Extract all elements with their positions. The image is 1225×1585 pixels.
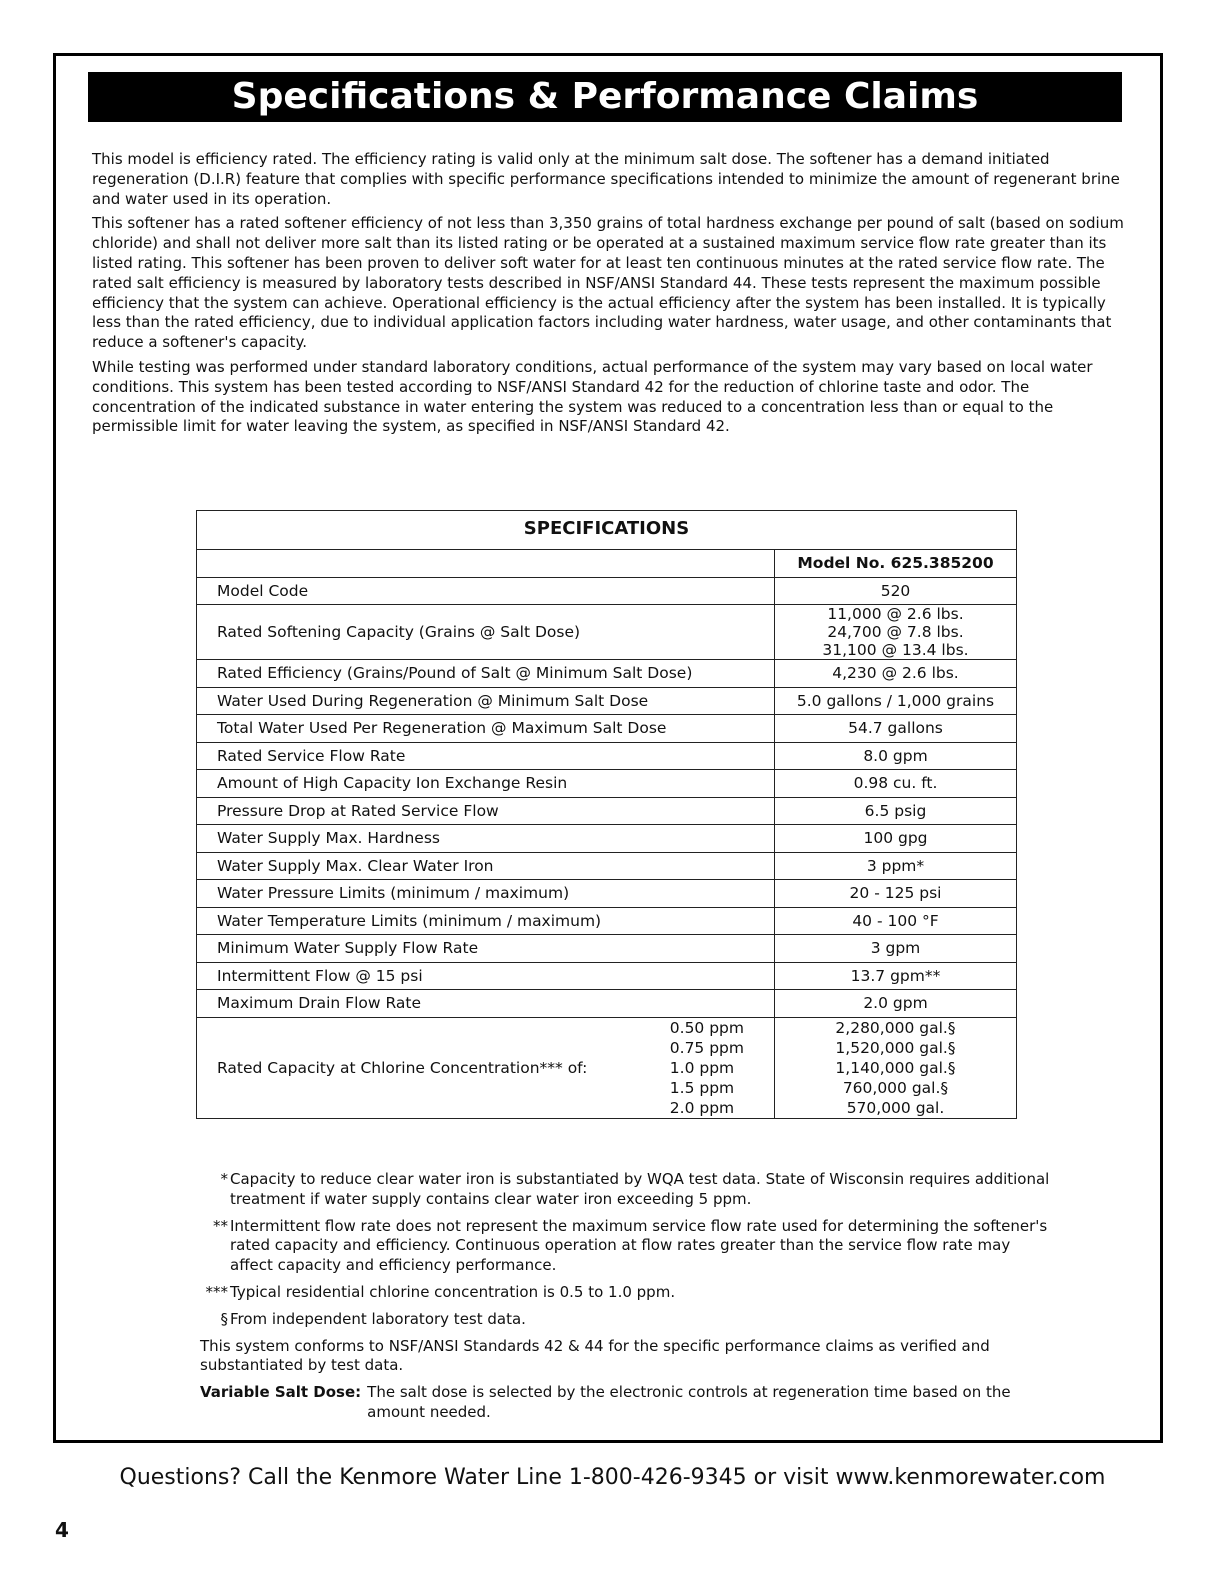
softening-value: 31,100 @ 13.4 lbs. — [822, 641, 969, 659]
row-value: 3 ppm* — [775, 852, 1017, 880]
footnote-marker: § — [220, 1309, 228, 1328]
ppm-value: 2.0 ppm — [669, 1098, 735, 1117]
variable-salt-label: Variable Salt Dose: — [200, 1383, 362, 1402]
chlorine-ppm-list — [670, 1018, 744, 1118]
row-label: Maximum Drain Flow Rate — [197, 990, 775, 1018]
row-label: Water Used During Regeneration @ Minimum Salt Dose — [197, 687, 775, 715]
conformance-statement: This system conforms to NSF/ANSI Standards 42 & 44 for the specific performance claims as verified and substantiated by test data. — [200, 1336, 990, 1375]
specifications-title: SPECIFICATIONS — [197, 511, 1016, 550]
intro-paragraph-1: This model is efficiency rated. The efficiency rating is valid only at the minimum salt dose. The softener has a demand initiated regeneration (D.I.R) feature that complies with specific performance specifications intended to minimize the amount of regenerant brine and water used in its operation. — [92, 150, 1120, 208]
row-label: Total Water Used Per Regeneration @ Maximum Salt Dose — [197, 715, 775, 743]
row-label: Intermittent Flow @ 15 psi — [197, 962, 775, 990]
gallon-value: 2,280,000 gal.§ — [835, 1018, 956, 1037]
row-label: Water Temperature Limits (minimum / maximum) — [197, 907, 775, 935]
row-label: Rated Softening Capacity (Grains @ Salt Dose) — [197, 605, 775, 660]
gallon-value: 1,520,000 gal.§ — [835, 1038, 956, 1057]
row-label: Water Supply Max. Clear Water Iron — [197, 852, 775, 880]
table-row — [197, 770, 1016, 798]
footnote — [200, 1217, 1050, 1276]
page-title: Specifications & Performance Claims — [88, 72, 1122, 122]
table-row — [197, 880, 1016, 908]
table-row — [197, 907, 1016, 935]
ppm-value: 0.50 ppm — [669, 1018, 744, 1037]
row-label: Rated Efficiency (Grains/Pound of Salt @ Minimum Salt Dose) — [197, 660, 775, 688]
row-label: Rated Service Flow Rate — [197, 742, 775, 770]
table-row — [197, 935, 1016, 963]
row-value: 20 - 125 psi — [775, 880, 1017, 908]
table-row — [197, 990, 1016, 1018]
softening-value: 24,700 @ 7.8 lbs. — [827, 623, 964, 641]
footnote-marker: *** — [205, 1282, 228, 1301]
spec-table — [197, 550, 1016, 1118]
footer-contact: Questions? Call the Kenmore Water Line 1-800-426-9345 or visit www.kenmorewater.com — [119, 1465, 1106, 1490]
table-row — [197, 962, 1016, 990]
footnote — [200, 1170, 1050, 1210]
softening-value: 11,000 @ 2.6 lbs. — [827, 605, 964, 623]
row-value: 6.5 psig — [775, 797, 1017, 825]
row-label: Model Code — [197, 577, 775, 605]
row-value: 54.7 gallons — [775, 715, 1017, 743]
row-value: 0.98 cu. ft. — [775, 770, 1017, 798]
intro-paragraph-3: While testing was performed under standard laboratory conditions, actual performance of the system may vary based on local water conditions. This system has been tested according to NSF/ANSI Standard 42 for the reduction of chlorine taste and odor. The concentration of the indicated substance in water entering the system was reduced to a concentration less than or equal to the permissible limit for water leaving the system, as specified in NSF/ANSI Standard 42. — [92, 357, 1093, 436]
row-label: Rated Capacity at Chlorine Concentration*** of: — [217, 1058, 588, 1077]
row-value: 13.7 gpm** — [775, 962, 1017, 990]
ppm-value: 1.0 ppm — [669, 1058, 735, 1077]
table-row — [197, 742, 1016, 770]
footnote-text: Capacity to reduce clear water iron is substantiated by WQA test data. State of Wisconsin requires additional treatment if water supply contains clear water iron exceeding 5 ppm. — [230, 1170, 1050, 1208]
footnote-text: Typical residential chlorine concentration is 0.5 to 1.0 ppm. — [230, 1282, 676, 1301]
row-value: 5.0 gallons / 1,000 grains — [775, 687, 1017, 715]
gallon-value: 570,000 gal. — [846, 1098, 945, 1117]
footnote — [200, 1310, 1050, 1330]
gallon-value: 1,140,000 gal.§ — [835, 1058, 956, 1077]
table-row — [197, 825, 1016, 853]
table-row — [197, 797, 1016, 825]
table-row — [197, 715, 1016, 743]
row-label: Minimum Water Supply Flow Rate — [197, 935, 775, 963]
table-row — [197, 852, 1016, 880]
variable-salt-text: The salt dose is selected by the electronic controls at regeneration time based on the amount needed. — [367, 1383, 1011, 1421]
table-header-row — [197, 550, 1016, 577]
row-value: 2.0 gpm — [775, 990, 1017, 1018]
footnote-marker: ** — [213, 1216, 228, 1235]
table-row-chlorine-capacity — [197, 1017, 1016, 1118]
variable-salt-dose — [200, 1383, 1050, 1423]
chlorine-gallons-list — [775, 1018, 1016, 1118]
ppm-value: 1.5 ppm — [669, 1078, 735, 1097]
row-label: Water Supply Max. Hardness — [197, 825, 775, 853]
table-row — [197, 687, 1016, 715]
table-row — [197, 660, 1016, 688]
page-number: 4 — [55, 1518, 69, 1542]
row-value: 8.0 gpm — [775, 742, 1017, 770]
model-number-header: Model No. 625.385200 — [775, 550, 1017, 577]
footnotes — [200, 1170, 1050, 1423]
table-row — [197, 577, 1016, 605]
specifications-table — [196, 510, 1017, 1119]
table-row-softening-capacity — [197, 605, 1016, 660]
row-value: 4,230 @ 2.6 lbs. — [775, 660, 1017, 688]
row-value — [775, 605, 1017, 660]
footnote — [200, 1283, 1050, 1303]
row-value: 100 gpg — [775, 825, 1017, 853]
intro-text — [92, 150, 1127, 442]
footnote-text: Intermittent flow rate does not represent the maximum service flow rate used for determining the softener's rated capacity and efficiency. Continuous operation at flow rates greater than the service flow rate may affect capacity and efficiency performance. — [230, 1216, 1048, 1275]
footnote-marker: * — [220, 1170, 228, 1188]
row-label: Pressure Drop at Rated Service Flow — [197, 797, 775, 825]
row-value: 520 — [775, 577, 1017, 605]
row-value: 3 gpm — [775, 935, 1017, 963]
footnote-text: From independent laboratory test data. — [230, 1309, 526, 1328]
intro-paragraph-2: This softener has a rated softener efficiency of not less than 3,350 grains of total hardness exchange per pound of salt (based on sodium chloride) and shall not deliver more salt than its listed rating or be operated at a sustained maximum service flow rate greater than its listed rating. This softener has been proven to deliver soft water for at least ten continuous minutes at the rated service flow rate. The rated salt efficiency is measured by laboratory tests described in NSF/ANSI Standard 44. These tests represent the maximum possible efficiency that the system can achieve. Operational efficiency is the actual efficiency after the system has been installed. It is typically less than the rated efficiency, due to individual application factors including water hardness, water usage, and other contaminants that reduce a softener's capacity. — [92, 214, 1124, 352]
ppm-value: 0.75 ppm — [669, 1038, 744, 1057]
row-label: Amount of High Capacity Ion Exchange Resin — [197, 770, 775, 798]
row-value: 40 - 100 °F — [775, 907, 1017, 935]
gallon-value: 760,000 gal.§ — [842, 1078, 949, 1097]
row-label: Water Pressure Limits (minimum / maximum) — [197, 880, 775, 908]
